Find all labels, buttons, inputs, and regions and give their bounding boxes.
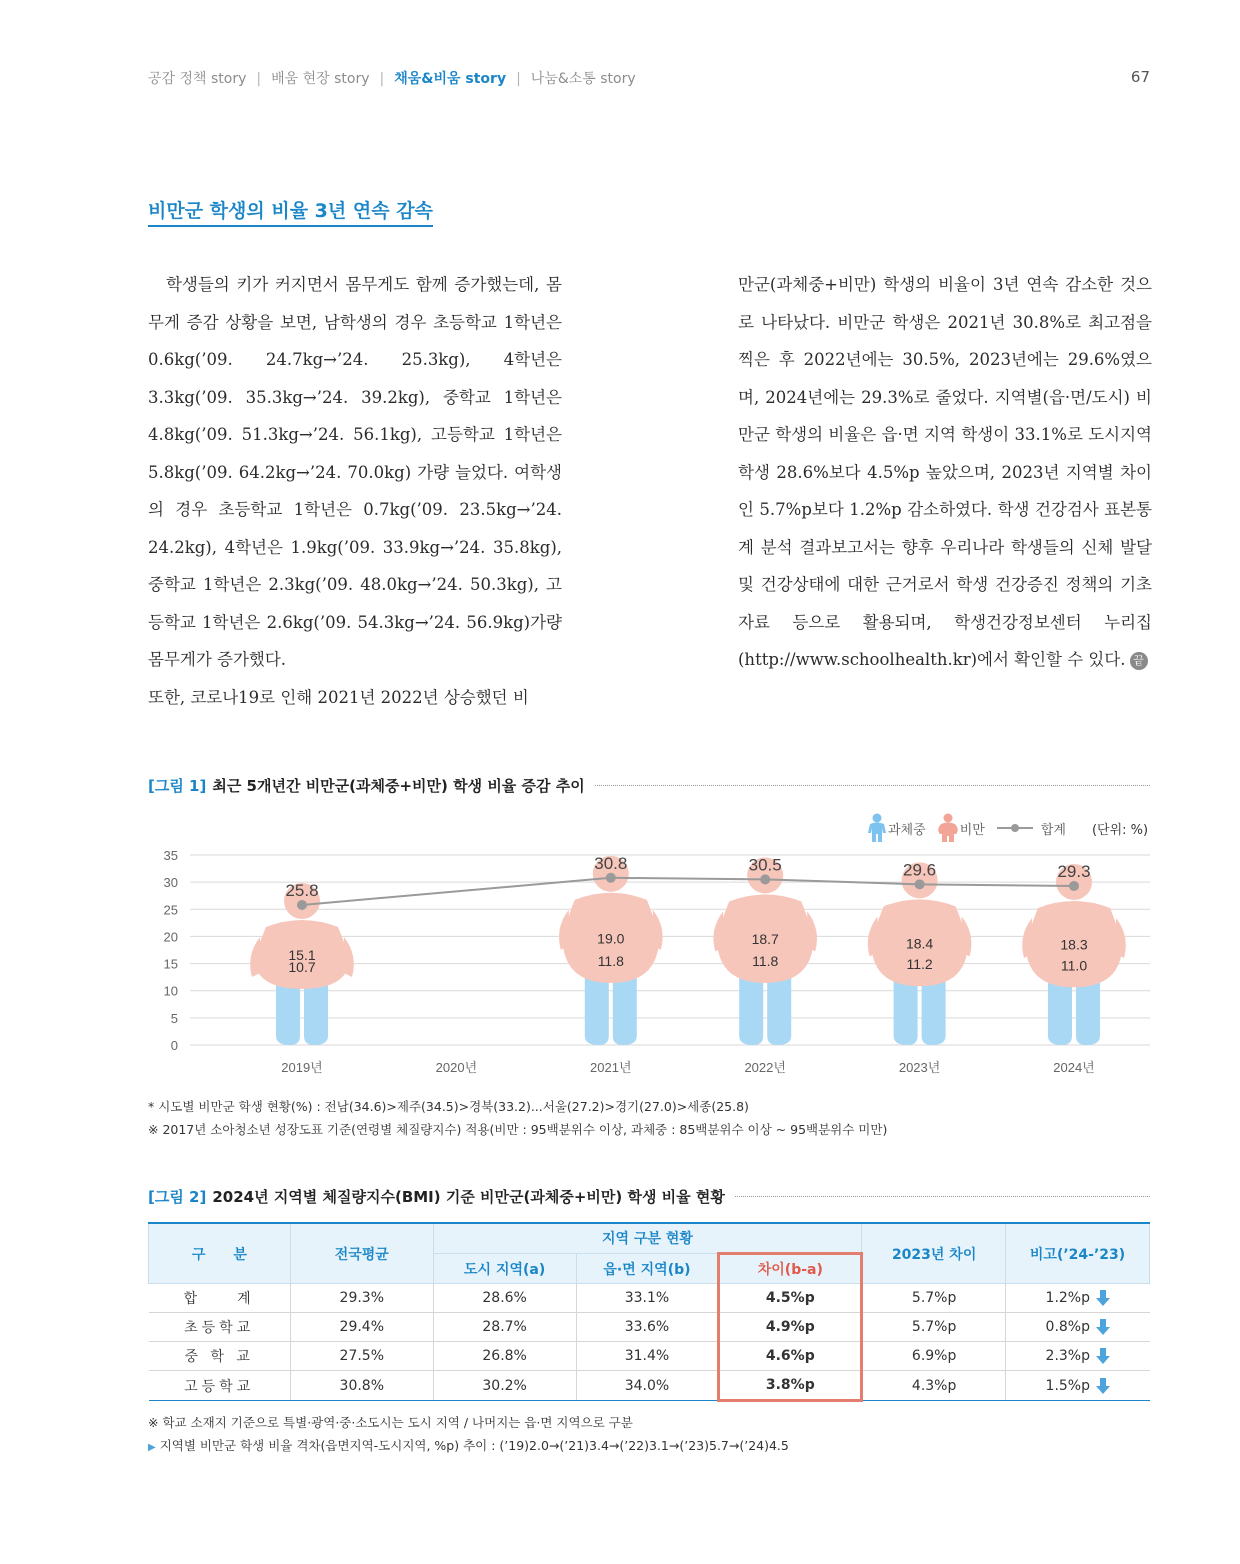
point-total: [1069, 881, 1079, 891]
arrow-down-icon: [1096, 1348, 1110, 1364]
cell-compare: [1006, 1371, 1150, 1401]
y-tick-label: 25: [163, 902, 178, 918]
body-left-column: [148, 266, 562, 716]
figure2-note: ※ 학교 소재지 기준으로 특별·광역·중·소도시는 도시 지역 / 나머지는 읍·면 지역으로 구분: [148, 1415, 633, 1430]
data-label-obese: 18.7: [751, 931, 779, 948]
dotted-rule: [595, 785, 1150, 786]
data-label-obese: 19.0: [597, 930, 625, 947]
header-national: 전국평균: [290, 1223, 433, 1284]
cell-compare: [1006, 1342, 1150, 1371]
cell-rural: [576, 1284, 719, 1313]
point-total: [606, 873, 616, 883]
cell-city-text: 28.6%: [482, 1290, 527, 1306]
cell-rural: [576, 1313, 719, 1342]
point-total: [297, 900, 307, 910]
cell-diff-2023-text: 4.3%p: [911, 1377, 957, 1394]
cell-national-text: 30.8%: [339, 1377, 385, 1394]
figure2-note-text: 지역별 비만군 학생 비율 격차(읍면지역-도시지역, %p) 추이 : (’19)2.0→(’21)3.4→(’22)3.1→(’23)5.7→(’24)4.5: [159, 1438, 789, 1453]
line-marker-icon: [995, 822, 1035, 834]
point-total: [915, 879, 925, 889]
cell-compare-text: 2.3%p: [1045, 1348, 1091, 1364]
header-region-group: 지역 구분 현황: [433, 1223, 862, 1254]
bar-overweight: [1076, 977, 1100, 1045]
legend-label-total: 합계: [1040, 822, 1066, 838]
row-label-text: 중 학 교: [184, 1349, 254, 1365]
header-city: 도시 지역(a): [433, 1254, 576, 1284]
nav-item-fill-empty[interactable]: 채움&비움 story: [394, 71, 507, 87]
page-number: 67: [1130, 68, 1150, 86]
row-label-text: 초등학교: [184, 1320, 255, 1336]
cell-diff-2023-text: 6.9%p: [911, 1348, 957, 1364]
figure2-title-text: 2024년 지역별 체질량지수(BMI) 기준 비만군(과체중+비만) 학생 비율 현황: [212, 1188, 725, 1206]
body-right-column: [738, 266, 1152, 679]
figure1-note: * 시도별 비만군 학생 현황(%) : 전남(34.6)>제주(34.5)>경북(33.2)...서울(27.2)>경기(27.0)>세종(25.8): [148, 1099, 749, 1114]
end-mark-icon: 끝: [1130, 652, 1148, 670]
chart-unit: (단위: %): [1091, 822, 1149, 838]
header-diff-2023: 2023년 차이: [862, 1223, 1006, 1284]
bar-overweight: [767, 973, 791, 1045]
legend-item-obese: [936, 813, 985, 843]
table-row: [149, 1342, 1150, 1371]
arm-shape: [653, 910, 663, 950]
y-tick-label: 10: [163, 983, 178, 999]
cell-compare: [1006, 1284, 1150, 1313]
cell-diff-text: 4.5%p: [765, 1290, 815, 1306]
cell-rural-text: 33.1%: [624, 1290, 670, 1306]
arm-shape: [344, 937, 354, 977]
cell-city: [433, 1342, 576, 1371]
x-tick-label: 2022년: [744, 1060, 786, 1075]
cell-national: [290, 1371, 433, 1401]
cell-diff: [719, 1342, 862, 1371]
point-total: [760, 874, 770, 884]
cell-diff-2023: [862, 1371, 1006, 1401]
header-rural: 읍·면 지역(b): [576, 1254, 719, 1284]
figure1-note: ※ 2017년 소아청소년 성장도표 기준(연령별 체질량지수) 적용(비만 : 95백분위수 이상, 과체중 : 85백분위수 이상 ~ 95백분위수 미만): [148, 1122, 888, 1137]
bar-overweight: [894, 976, 918, 1045]
bar-overweight: [1048, 977, 1072, 1045]
cell-diff-text: 4.9%p: [765, 1319, 815, 1335]
cell-rural: [576, 1371, 719, 1401]
cell-diff: [719, 1371, 862, 1401]
y-tick-label: 35: [163, 848, 178, 863]
data-label-total: 30.5: [748, 855, 782, 875]
cell-city: [433, 1313, 576, 1342]
cell-compare-text: 1.2%p: [1045, 1290, 1091, 1306]
cell-rural-text: 31.4%: [624, 1348, 670, 1364]
figure1-title: [148, 775, 1150, 796]
cell-national: [290, 1284, 433, 1313]
cell-city: [433, 1371, 576, 1401]
nav-item-policy[interactable]: 공감 정책 story: [148, 71, 247, 87]
cell-compare-text: 1.5%p: [1045, 1377, 1091, 1394]
nav-item-share[interactable]: 나눔&소통 story: [530, 71, 636, 87]
bar-overweight: [276, 979, 300, 1045]
arm-shape: [250, 937, 260, 977]
regional-bmi-table: [148, 1222, 1150, 1402]
row-label-text: 고등학교: [184, 1378, 255, 1395]
cell-diff-2023: [862, 1284, 1006, 1313]
y-tick-label: 15: [163, 956, 178, 972]
x-tick-label: 2024년: [1053, 1060, 1095, 1075]
section-title: 비만군 학생의 비율 3년 연속 감속: [148, 196, 433, 227]
bar-overweight: [922, 976, 946, 1045]
obesity-trend-chart: [140, 840, 1155, 1080]
x-tick-label: 2021년: [590, 1060, 632, 1075]
bar-overweight: [613, 973, 637, 1045]
data-label-overweight: 11.8: [597, 952, 624, 969]
cell-rural-text: 33.6%: [624, 1319, 670, 1335]
body-paragraph: 또한, 코로나19로 인해 2021년 2022년 상승했던 비: [148, 687, 529, 707]
data-label-total: 29.3: [1057, 861, 1091, 881]
legend-label-overweight: 과체중: [888, 822, 926, 838]
figure2-title: [148, 1186, 1150, 1207]
person-overweight-icon: [866, 813, 888, 843]
figure1-tag: [그림 1]: [148, 777, 207, 795]
y-tick-label: 5: [170, 1010, 178, 1026]
data-label-overweight: 11.2: [906, 956, 933, 973]
cell-city-text: 28.7%: [482, 1319, 527, 1335]
figure1-title-text: 최근 5개년간 비만군(과체중+비만) 학생 비율 증감 추이: [212, 777, 585, 795]
figure2-tag: [그림 2]: [148, 1188, 207, 1206]
row-label-text: 합 계: [183, 1291, 255, 1307]
cell-diff: [719, 1313, 862, 1342]
nav-separator: |: [379, 71, 385, 87]
cell-diff-2023-text: 5.7%p: [911, 1319, 957, 1335]
cell-national-text: 29.4%: [339, 1319, 385, 1335]
arm-shape: [1116, 918, 1126, 958]
body-paragraph: [738, 266, 1152, 679]
y-tick-label: 30: [163, 875, 178, 891]
arm-shape: [1022, 918, 1032, 958]
arrow-down-icon: [1096, 1378, 1110, 1394]
data-label-total: 29.6: [903, 860, 937, 880]
cell-diff-text: 3.8%p: [765, 1377, 815, 1393]
legend-item-total: [995, 819, 1066, 838]
y-tick-label: 20: [163, 929, 178, 945]
row-label: [149, 1342, 291, 1371]
cell-city-text: 26.8%: [482, 1348, 527, 1364]
bar-overweight: [585, 973, 609, 1045]
header-compare: 비고(’24-’23): [1006, 1223, 1150, 1284]
x-tick-label: 2020년: [435, 1060, 478, 1075]
cell-city-text: 30.2%: [482, 1377, 527, 1394]
header-category: 구 분: [149, 1223, 291, 1284]
x-tick-label: 2019년: [281, 1060, 323, 1075]
body-paragraph-text: 만군(과체중+비만) 학생의 비율이 3년 연속 감소한 것으로 나타났다. 비만군 학생은 2021년 30.8%로 최고점을 찍은 후 2022년에는 30.5%, 2023년에는 29.6%였으며, 2024년에는 29.3%로 줄었다. 지역별(읍·면/도시) 비만군 학생의 비율은 읍·면 지역 학생이 33.1%로 도시지역 학생 28.6%보다 4.5%p 높았으며, 2023년 지역별 차이인 5.7%p보다 1.2%p 감소하였다. 학생 건강검사 표본통계 분석 결과보고서는 향후 우리나라 학생들의 신체 발달 및 건강상태에 대한 근거로서 학생 건강증진 정책의 기초자료 등으로 활용되며, 학생건강정보센터 누리집(http://www.schoolhealth.kr)에서 확인할 수 있다.: [738, 275, 1152, 669]
cell-rural: [576, 1342, 719, 1371]
body-paragraph: 학생들의 키가 커지면서 몸무게도 함께 증가했는데, 몸무게 증감 상황을 보면, 남학생의 경우 초등학교 1학년은 0.6kg(’09. 24.7kg→’24. 25.3kg), 4학년은 3.3kg(’09. 35.3kg→’24. 39.2kg), 중학교 1학년은 4.8kg(’09. 51.3kg→’24. 56.1kg), 고등학교 1학년은 5.8kg(’09. 64.2kg→’24. 70.0kg) 가량 늘었다. 여학생의 경우 초등학교 1학년은 0.7kg(’09. 23.5kg→’24. 24.2kg), 4학년은 1.9kg(’09. 33.9kg→’24. 35.8kg), 중학교 1학년은 2.3kg(’09. 48.0kg→’24. 50.3kg), 고등학교 1학년은 2.6kg(’09. 54.3kg→’24. 56.9kg)가량 몸무게가 증가했다.: [148, 275, 562, 669]
header-diff: 차이(b-a): [719, 1254, 862, 1284]
data-label-total: 25.8: [285, 880, 319, 900]
cell-diff: [719, 1284, 862, 1313]
x-tick-label: 2023년: [898, 1060, 941, 1075]
arrow-down-icon: [1096, 1290, 1110, 1306]
arm-shape: [713, 911, 723, 951]
legend-label-obese: 비만: [959, 822, 985, 838]
table-row: [149, 1313, 1150, 1342]
arm-shape: [868, 916, 878, 956]
legend-item-overweight: [866, 813, 926, 843]
nav-separator: |: [516, 71, 521, 87]
arm-shape: [807, 911, 817, 951]
cell-national: [290, 1342, 433, 1371]
data-label-total: 30.8: [594, 853, 628, 873]
data-label-overweight: 11.0: [1060, 957, 1088, 974]
data-label-overweight: 11.8: [752, 952, 779, 969]
y-tick-label: 0: [170, 1038, 178, 1053]
chart-legend: [866, 813, 1148, 843]
table-row: [149, 1371, 1150, 1401]
arm-shape: [962, 916, 972, 956]
bar-overweight: [739, 973, 763, 1045]
cell-national-text: 27.5%: [339, 1348, 385, 1364]
table-row: [149, 1284, 1150, 1313]
nav-separator: |: [256, 71, 262, 87]
data-label-obese: 15.1: [288, 946, 316, 963]
cell-compare: [1006, 1313, 1150, 1342]
person-obese-icon: [936, 813, 960, 843]
cell-diff-text: 4.6%p: [765, 1348, 815, 1364]
cell-diff-2023: [862, 1342, 1006, 1371]
arm-shape: [559, 910, 569, 950]
dotted-rule: [735, 1196, 1150, 1197]
cell-city: [433, 1284, 576, 1313]
cell-compare-text: 0.8%p: [1045, 1319, 1091, 1335]
triangle-bullet-icon: ▶: [148, 1442, 156, 1453]
cell-diff-2023-text: 5.7%p: [911, 1290, 957, 1306]
cell-national: [290, 1313, 433, 1342]
cell-rural-text: 34.0%: [624, 1377, 670, 1394]
cell-national-text: 29.3%: [339, 1290, 385, 1306]
data-label-overweight: 10.7: [288, 958, 316, 975]
data-label-obese: 18.3: [1060, 936, 1088, 953]
row-label: [149, 1371, 291, 1401]
row-label: [149, 1313, 291, 1342]
header-nav: [148, 68, 636, 88]
bar-overweight: [304, 979, 328, 1045]
arrow-down-icon: [1096, 1319, 1110, 1335]
nav-item-learning[interactable]: 배움 현장 story: [271, 71, 370, 87]
figure2-note: [148, 1436, 789, 1454]
data-label-obese: 18.4: [905, 935, 934, 952]
row-label: [149, 1284, 291, 1313]
cell-diff-2023: [862, 1313, 1006, 1342]
